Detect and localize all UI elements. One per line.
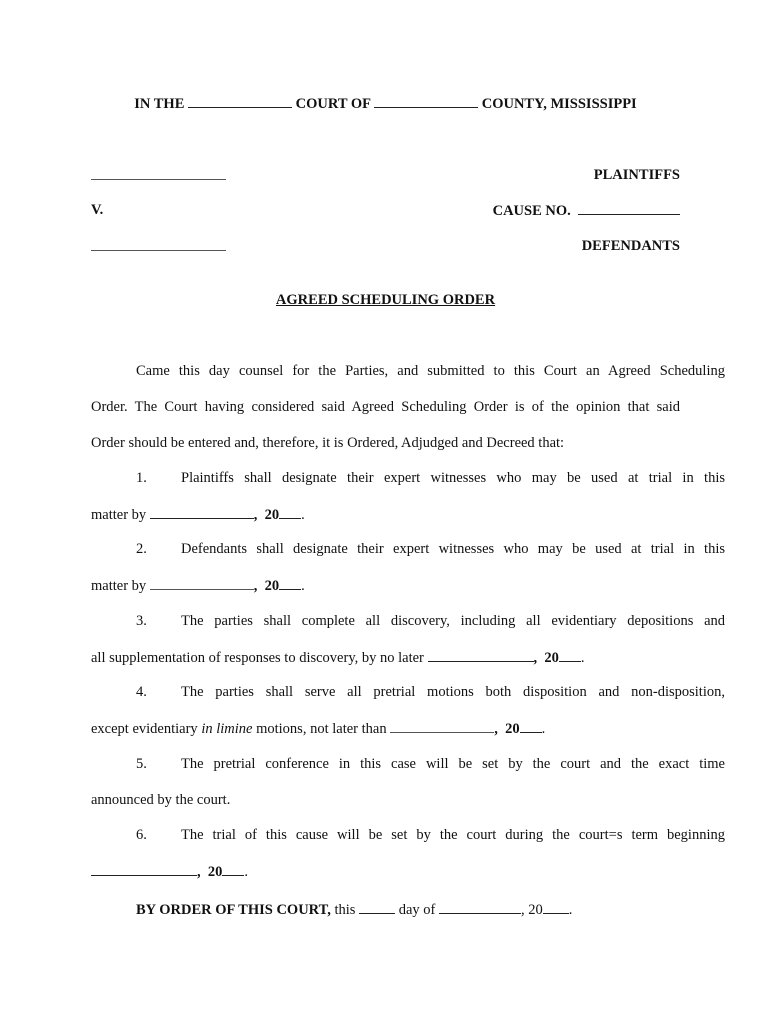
item-3-date-blank[interactable] — [428, 648, 534, 662]
order-this: this — [334, 902, 356, 918]
item-1-line-1 — [91, 469, 725, 487]
item-3-text: The parties shall complete all discovery, including all evidentiary depositions and — [181, 613, 725, 629]
order-day-blank[interactable] — [359, 900, 395, 914]
plaintiff-name-blank[interactable] — [91, 166, 226, 180]
item-2-text: Defendants shall designate their expert witnesses who may be used at trial in this — [181, 541, 725, 557]
item-5-line-2: announced by the court. — [91, 792, 231, 808]
item-3-number: 3. — [136, 613, 147, 629]
defendants-label: DEFENDANTS — [581, 238, 680, 254]
item-3-line-2: all supplementation of responses to discovery, by no later , 20 . — [91, 650, 585, 666]
item-1-year: 20 — [264, 507, 280, 523]
versus-row — [91, 201, 680, 219]
order-month-blank[interactable] — [439, 900, 521, 914]
item-5-line-1 — [91, 755, 725, 773]
item-2-date-blank[interactable] — [150, 576, 254, 590]
item-5-text: The pretrial conference in this case will be set by the court and the exact time — [181, 756, 725, 772]
item-4-text: The parties shall serve all pretrial motions both disposition and non-disposition, — [181, 684, 725, 700]
defendants-row — [91, 237, 680, 256]
defendant-name-blank[interactable] — [91, 237, 226, 251]
document-title: AGREED SCHEDULING ORDER — [275, 292, 496, 308]
item-2-line-1 — [91, 540, 725, 558]
order-year: 20 — [528, 902, 543, 918]
item-4-date-blank[interactable] — [390, 719, 494, 733]
cause-no-blank[interactable] — [578, 201, 680, 215]
item-6-year-blank[interactable] — [222, 862, 244, 876]
item-6-year: 20 — [207, 864, 223, 880]
heading-county: COUNTY, MISSISSIPPI — [481, 96, 637, 112]
intro-line-1: Came this day counsel for the Parties, and submitted to this Court an Agreed Scheduling — [136, 363, 725, 379]
item-6-line-1 — [91, 826, 725, 844]
item-3-prefix: all supplementation of responses to discovery, by no later — [91, 650, 424, 666]
item-6-number: 6. — [136, 827, 147, 843]
court-name-blank[interactable] — [188, 94, 292, 108]
item-1-text: Plaintiffs shall designate their expert witnesses who may be used at trial in this — [181, 470, 725, 486]
item-1-line-2: matter by , 20 . — [91, 507, 305, 523]
item-4-prefix-b: motions, not later than — [256, 721, 387, 737]
order-line: BY ORDER OF THIS COURT, this day of , 20 . — [136, 902, 573, 918]
court-heading — [91, 94, 680, 113]
item-1-date-blank[interactable] — [150, 505, 254, 519]
item-3-year-blank[interactable] — [559, 648, 581, 662]
item-4-in-limine: in limine — [201, 721, 253, 737]
order-bold-text: BY ORDER OF THIS COURT, — [136, 902, 331, 918]
item-2-prefix: matter by — [91, 578, 147, 594]
item-6-text: The trial of this cause will be set by the court during the court=s term beginning — [181, 827, 725, 843]
item-6-line-2: , 20 . — [91, 862, 680, 881]
order-day-of: day of — [398, 902, 436, 918]
item-4-prefix-a: except evidentiary — [91, 721, 198, 737]
item-4-line-2: except evidentiary in limine motions, not later than , 20 . — [91, 721, 546, 737]
item-2-year: 20 — [264, 578, 280, 594]
heading-court-of: COURT OF — [295, 96, 371, 112]
item-3-line-1 — [91, 612, 725, 630]
cause-no — [493, 201, 680, 220]
item-1-number: 1. — [136, 470, 147, 486]
heading-in-the: IN THE — [134, 96, 185, 112]
item-1-year-blank[interactable] — [279, 505, 301, 519]
item-2-line-2: matter by , 20 . — [91, 578, 305, 594]
item-4-number: 4. — [136, 684, 147, 700]
order-year-blank[interactable] — [543, 900, 569, 914]
versus-label: V. — [91, 202, 104, 218]
item-3-year: 20 — [544, 650, 559, 666]
item-2-year-blank[interactable] — [279, 576, 301, 590]
intro-line-3: Order should be entered and, therefore, it is Ordered, Adjudged and Decreed that: — [91, 435, 565, 451]
plaintiffs-label: PLAINTIFFS — [593, 167, 680, 183]
county-name-blank[interactable] — [374, 94, 478, 108]
item-1-prefix: matter by — [91, 507, 147, 523]
item-4-year: 20 — [505, 721, 520, 737]
item-2-number: 2. — [136, 541, 147, 557]
cause-no-label: CAUSE NO. — [492, 203, 571, 219]
item-4-year-blank[interactable] — [520, 719, 542, 733]
item-4-line-1 — [91, 683, 725, 701]
item-5-number: 5. — [136, 756, 147, 772]
plaintiffs-row — [91, 166, 680, 185]
item-6-date-blank[interactable] — [91, 862, 197, 876]
intro-line-2: Order. The Court having considered said Agreed Scheduling Order is of the opinion that said — [91, 399, 680, 415]
